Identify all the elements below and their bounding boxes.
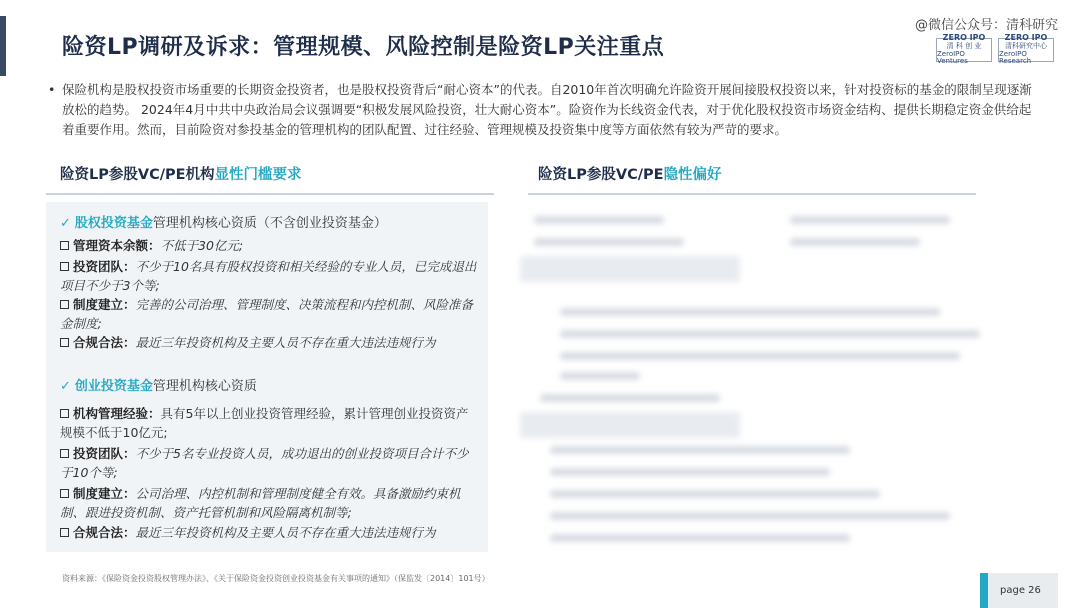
requirement-item: 机构管理经验：具有5年以上创业投资管理经验，累计管理创业投资资产规模不低于10亿元;: [60, 406, 469, 440]
requirements-panel: [46, 202, 488, 552]
wechat-watermark: @微信公众号：清科研究: [914, 18, 1058, 33]
check-icon: ✓: [60, 216, 71, 231]
checkbox-square-icon: [60, 528, 69, 537]
zeroipo-ventures-logo: ZERO IPO 清 科 创 业 ZeroIPO Ventures: [936, 38, 992, 62]
right-section-heading: 险资LP参股VC/PE隐性偏好: [538, 167, 722, 183]
blurred-preferences-content: [520, 200, 1020, 560]
checkbox-square-icon: [60, 300, 69, 309]
requirement-item: 投资团队：不少于10名具有股权投资和相关经验的专业人员，已完成退出项目不少于3个等;: [60, 259, 477, 293]
checkbox-square-icon: [60, 489, 69, 498]
checkbox-square-icon: [60, 338, 69, 347]
title-accent-bar: [0, 16, 6, 76]
checkbox-square-icon: [60, 241, 69, 250]
check-icon: ✓: [60, 379, 71, 394]
left-section-heading: 险资LP参股VC/PE机构显性门槛要求: [60, 167, 302, 183]
left-heading-divider: [46, 193, 494, 195]
source-note: 资料来源：《保险资金投资股权管理办法》、《关于保险资金投资创业投资基金有关事项的通知》（保监发〔2014〕101号）: [62, 574, 490, 583]
checkbox-square-icon: [60, 262, 69, 271]
equity-fund-heading: ✓ 股权投资基金管理机构核心资质（不含创业投资基金）: [60, 216, 387, 231]
right-heading-divider: [528, 193, 976, 195]
checkbox-square-icon: [60, 449, 69, 458]
intro-text: 保险机构是股权投资市场重要的长期资金投资者，也是股权投资背后“耐心资本”的代表。自2010年首次明确允许险资开展间接股权投资以来，针对投资标的基金的限制呈现逐渐放松的趋势。 2024年4月中共中央政治局会议强调要“积极发展风险投资，壮大耐心资本”。险资作为长线资金代表，对于优化股权投资市场资金结构、提供长期稳定资金供给起着重要作用。然而，目前险资对参投基金的管理机构的团队配置、过往经验、管理规模及投资集中度等方面依然有较为严苛的要求。: [62, 82, 1032, 137]
logo-group: [936, 33, 1054, 66]
intro-paragraph: [48, 80, 1034, 140]
requirement-item: 合规合法：最近三年投资机构及主要人员不存在重大违法违规行为: [60, 523, 480, 542]
bullet-icon: •: [48, 82, 56, 97]
page-tab-accent: [980, 573, 988, 608]
zeroipo-research-logo: ZERO IPO 清科研究中心 ZeroIPO Research: [998, 38, 1054, 62]
requirement-item: 制度建立：公司治理、内控机制和管理制度健全有效。具备激励约束机制、跟进投资机制、资产托管机制和风险隔离机制等;: [60, 486, 461, 520]
checkbox-square-icon: [60, 409, 69, 418]
requirement-item: 制度建立：完善的公司治理、管理制度、决策流程和内控机制、风险准备金制度;: [60, 297, 474, 331]
page-number: page 26: [1000, 585, 1041, 596]
page-number-tab: [980, 573, 1058, 608]
requirement-item: 合规合法：最近三年投资机构及主要人员不存在重大违法违规行为: [60, 333, 480, 352]
vc-fund-heading: ✓ 创业投资基金管理机构核心资质: [60, 379, 257, 394]
requirement-item: 投资团队：不少于5名专业投资人员，成功退出的创业投资项目合计不少于10个等;: [60, 446, 469, 480]
page-title: 险资LP调研及诉求：管理规模、风险控制是险资LP关注重点: [62, 35, 665, 60]
requirement-item: 管理资本余额：不低于30亿元;: [60, 236, 480, 255]
